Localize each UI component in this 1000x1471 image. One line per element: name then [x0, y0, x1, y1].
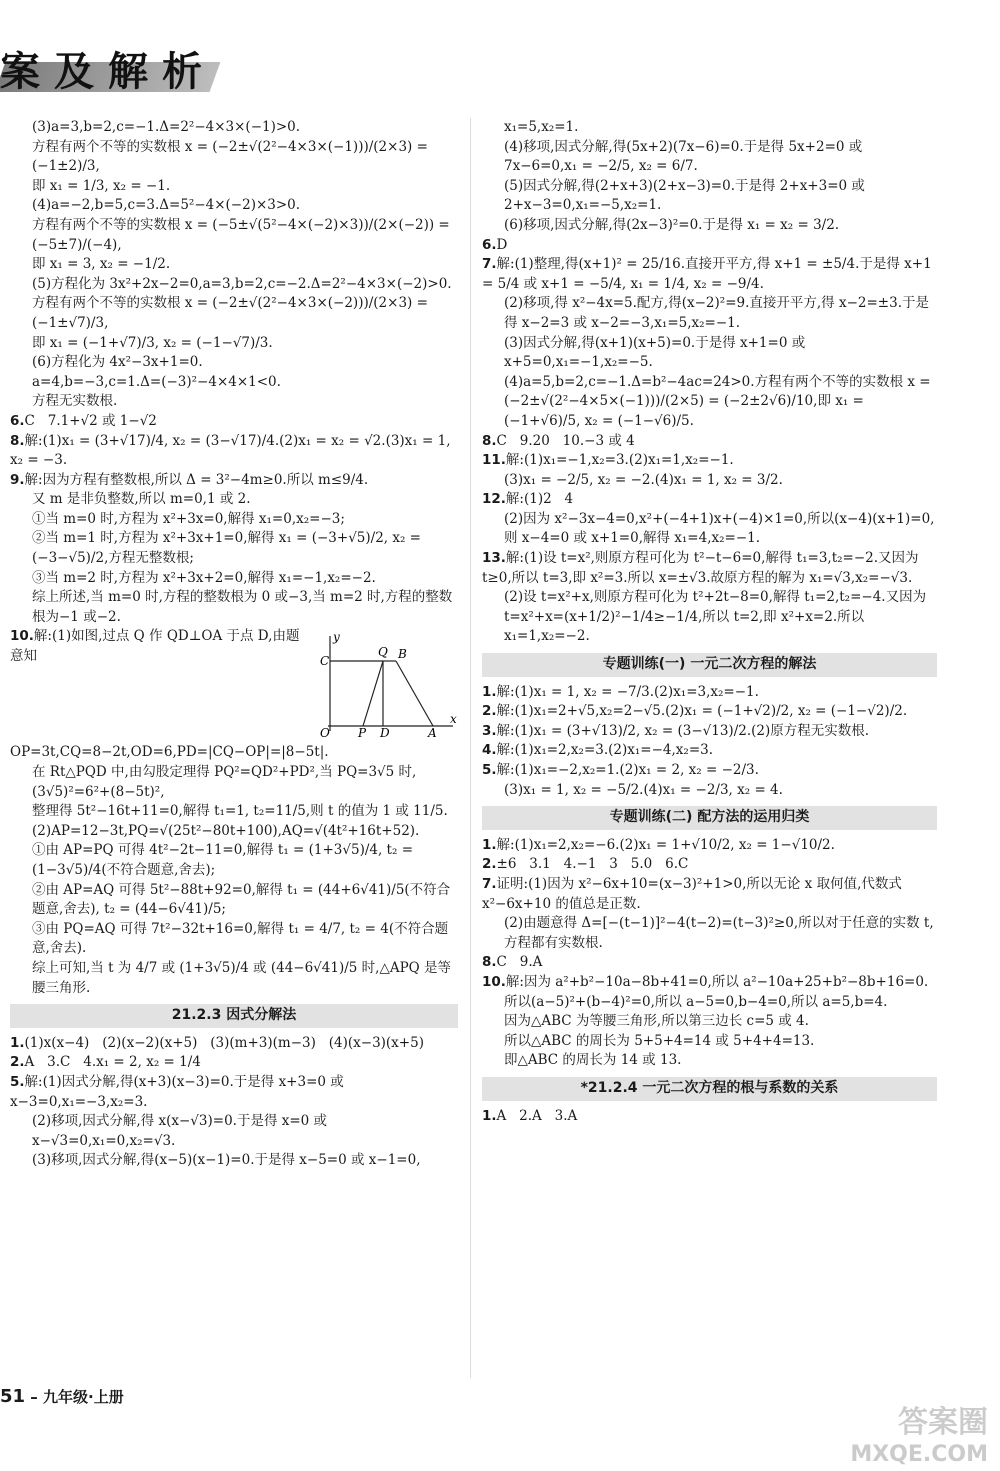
question-number: 8. [10, 432, 25, 449]
answer-line [482, 855, 937, 875]
question-number: 1. [482, 836, 497, 853]
answer-line [10, 822, 458, 842]
answer-text: (2)移项,得 x²−4x=5.配方,得(x−2)²=9.直接开平方,得 x−2=±3.于是得 x−2=3 或 x−2=−3,x₁=5,x₂=−1. [504, 295, 929, 331]
answer-line [482, 741, 937, 761]
answer-text: (3)x₁ = −2/5, x₂ = −2.(4)x₁ = 1, x₂ = 3/2. [504, 471, 783, 488]
answer-text: 即 x₁ = (−1+√7)/3, x₂ = (−1−√7)/3. [32, 334, 273, 351]
question-number: 1. [482, 1107, 497, 1124]
answer-text: 综上可知,当 t 为 4/7 或 (1+3√5)/4 或 (44−6√41)/5 时,△APQ 是等腰三角形. [32, 959, 452, 996]
answer-line [482, 177, 937, 216]
answer-text: 方程有两个不等的实数根 x = (−2±√(2²−4×3×(−1)))/(2×3) = (−1±2)/3, [32, 138, 433, 175]
answer-text: 又 m 是非负整数,所以 m=0,1 或 2. [32, 491, 251, 508]
answer-line [482, 953, 937, 973]
answer-line [482, 973, 937, 993]
right-column [482, 118, 937, 1126]
figure-label-A: A [428, 726, 437, 741]
header-title: 案及解析 [0, 49, 216, 95]
answer-line [482, 1051, 937, 1071]
answer-line [482, 255, 937, 294]
answer-line [10, 196, 458, 216]
answer-line [10, 392, 458, 412]
answer-text: ③当 m=2 时,方程为 x²+3x+2=0,解得 x₁=−1,x₂=−2. [32, 569, 376, 586]
answer-line [482, 588, 937, 647]
answer-line [10, 510, 458, 530]
question-number: 6. [10, 412, 25, 429]
answer-line [482, 1107, 937, 1127]
answer-text: (5)方程化为 3x²+2x−2=0,a=3,b=2,c=−2.Δ=2²−4×3×(−2)>0. [32, 275, 452, 292]
answer-text: D [496, 236, 508, 253]
answer-line [482, 451, 937, 471]
figure-label-x: x [450, 712, 457, 727]
answer-line [10, 334, 458, 354]
answer-text: 因为△ABC 为等腰三角形,所以第三边长 c=5 或 4. [504, 1013, 809, 1030]
answer-line [10, 959, 458, 998]
answer-text: 解:(1)x₁ = (3+√13)/2, x₂ = (3−√13)/2.(2)原方程无实数根. [496, 722, 870, 739]
section-heading: 专题训练(一) 一元二次方程的解法 [482, 653, 937, 677]
grade-label: 九年级·上册 [43, 1388, 124, 1406]
answer-text: (2)移项,因式分解,得 x(x−√3)=0.于是得 x=0 或 x−√3=0,x₁=0,x₂=√3. [32, 1113, 332, 1149]
answer-text: 综上所述,当 m=0 时,方程的整数根为 0 或−3,当 m=2 时,方程的整数根为−1 或−2. [32, 589, 453, 625]
answer-text: 解:(1)x₁ = (3+√17)/4, x₂ = (3−√17)/4.(2)x₁ = x₂ = √2.(3)x₁ = 1, x₂ = −3. [10, 432, 455, 469]
answer-line [10, 353, 458, 373]
answer-line [10, 588, 458, 627]
section-heading: *21.2.4 一元二次方程的根与系数的关系 [482, 1077, 937, 1101]
answer-line [482, 722, 937, 742]
answer-line [10, 763, 458, 802]
answer-text: (4)a=−2,b=5,c=3.Δ=5²−4×(−2)×3>0. [32, 197, 301, 214]
answer-line [10, 432, 458, 471]
answer-text: (2)AP=12−3t,PQ=√(25t²−80t+100),AQ=√(4t²+16t+52). [32, 822, 420, 839]
answer-line [482, 1032, 937, 1052]
answer-text: (3)a=3,b=2,c=−1.Δ=2²−4×3×(−1)>0. [32, 119, 301, 135]
answer-text: (5)因式分解,得(2+x+3)(2+x−3)=0.于是得 2+x+3=0 或 2+x−3=0,x₁=−5,x₂=1. [504, 177, 870, 214]
answer-text: 解:(1)x₁=−2,x₂=1.(2)x₁ = 2, x₂ = −2/3. [496, 762, 759, 778]
answer-line [482, 510, 937, 549]
question-number: 3. [482, 722, 497, 739]
answer-line [482, 294, 937, 333]
answer-text: 解:(1)整理,得(x+1)² = 25/16.直接开平方,得 x+1 = ±5/4.于是得 x+1 = 5/4 或 x+1 = −5/4, x₁ = 1/4, x₂ = −9/4. [482, 256, 936, 292]
answer-line [10, 1112, 458, 1151]
answer-text: A 2.A 3.A [496, 1107, 578, 1124]
page-number: 51 [0, 1386, 26, 1407]
answer-text: 所以△ABC 的周长为 5+5+4=14 或 5+4+4=13. [504, 1032, 815, 1049]
question-number: 9. [10, 471, 25, 488]
answer-text: (2)设 t=x²+x,则原方程可化为 t²+2t−8=0,解得 t₁=2,t₂=−4.又因为 t=x²+x=(x+1/2)²−1/4≥−1/4,所以 t=2,即 x²+x=2.所以 x₁=1,x₂=−2. [504, 589, 931, 645]
answer-line [10, 569, 458, 589]
question-number: 1. [482, 683, 497, 700]
answer-line [10, 138, 458, 177]
section-heading: 专题训练(二) 配方法的运用归类 [482, 806, 937, 830]
question-number: 11. [482, 452, 506, 469]
figure-label-B: B [398, 647, 407, 662]
question-number: 6. [482, 236, 497, 253]
figure-line [363, 661, 383, 726]
question-number: 7. [482, 256, 497, 273]
question-number: 12. [482, 491, 506, 508]
answer-text: ③由 PQ=AQ 可得 7t²−32t+16=0,解得 t₁ = 4/7, t₂ = 4(不符合题意,舍去). [32, 920, 449, 957]
answer-line [482, 993, 937, 1013]
answer-line [10, 1151, 458, 1171]
answer-text: 解:(1)x₁=−1,x₂=3.(2)x₁=1,x₂=−1. [505, 452, 734, 469]
answer-line [10, 373, 458, 393]
answer-text: (4)a=5,b=2,c=−1.Δ=b²−4ac=24>0.方程有两个不等的实数根 x = (−2±√(2²−4×5×(−1)))/(2×5) = (−2±2√6)/10,即 x₁ = (−1+√6)/5, x₂ = (−1−√6)/5. [504, 373, 935, 429]
figure-label-Q: Q [378, 645, 388, 660]
answer-text: 即 x₁ = 1/3, x₂ = −1. [32, 177, 171, 194]
answer-text: x₁=5,x₂=1. [504, 119, 579, 135]
answer-line [10, 177, 458, 197]
question-number: 8. [482, 954, 497, 971]
answer-line [10, 1073, 458, 1112]
answer-text: (6)移项,因式分解,得(2x−3)²=0.于是得 x₁ = x₂ = 3/2. [504, 216, 840, 233]
answer-text: 方程无实数根. [32, 393, 118, 410]
answer-text: 整理得 5t²−16t+11=0,解得 t₁=1, t₂=11/5,则 t 的值为 1 或 11/5. [32, 803, 448, 820]
answer-text: 解:(1)x₁=2+√5,x₂=2−√5.(2)x₁ = (−1+√2)/2, x₂ = (−1−√2)/2. [496, 703, 908, 720]
answer-line [482, 875, 937, 914]
answer-line [10, 471, 458, 491]
answer-header [0, 40, 230, 100]
answer-text: 在 Rt△PQD 中,由勾股定理得 PQ²=QD²+PD²,当 PQ=3√5 时,(3√5)²=6²+(8−5t)², [32, 764, 417, 800]
answer-line [482, 702, 937, 722]
answer-text: 即 x₁ = 3, x₂ = −1/2. [32, 256, 171, 273]
answer-text: (1)x(x−4) (2)(x−2)(x+5) (3)(m+3)(m−3) (4)(x−3)(x+5) [24, 1034, 424, 1051]
answer-line [482, 118, 937, 138]
answer-text: (3)移项,因式分解,得(x−5)(x−1)=0.于是得 x−5=0 或 x−1=0, [32, 1152, 421, 1169]
answer-text: (2)由题意得 Δ=[−(t−1)]²−4(t−2)=(t−3)²≥0,所以对于任意的实数 t,方程都有实数根. [504, 915, 934, 951]
answer-line [482, 781, 937, 801]
column-divider [470, 118, 471, 1378]
answer-text: 即△ABC 的周长为 14 或 13. [504, 1052, 682, 1069]
answer-text: C 9.A [496, 954, 543, 971]
question-number: 5. [10, 1073, 25, 1090]
answer-text: ②由 AP=AQ 可得 5t²−88t+92=0,解得 t₁ = (44+6√41)/5(不符合题意,舍去), t₂ = (44−6√41)/5; [32, 881, 451, 918]
answer-line [10, 881, 458, 920]
question-number: 10. [482, 973, 506, 990]
answer-text: 解:(1)x₁=2,x₂=−6.(2)x₁ = 1+√10/2, x₂ = 1−√10/2. [496, 836, 835, 853]
question-number: 10. [10, 628, 34, 645]
figure-line [396, 661, 433, 726]
answer-line [10, 118, 458, 138]
answer-line [10, 1034, 458, 1054]
answer-text: (3)x₁ = 1, x₂ = −5/2.(4)x₁ = −2/3, x₂ = 4. [504, 781, 783, 798]
answer-line [10, 216, 458, 255]
figure-label-O: O [320, 726, 330, 741]
question-number: 7. [482, 875, 497, 892]
answer-text: (3)因式分解,得(x+1)(x+5)=0.于是得 x+1=0 或 x+5=0,x₁=−1,x₂=−5. [504, 334, 810, 371]
answer-text: 解:(1)因式分解,得(x+3)(x−3)=0.于是得 x+3=0 或 x−3=0,x₁=−3,x₂=3. [10, 1073, 349, 1110]
answer-text: 解:因为方程有整数根,所以 Δ = 3²−4m≥0.所以 m≤9/4. [24, 471, 369, 488]
question-number: 5. [482, 762, 497, 778]
answer-text: 解:因为 a²+b²−10a−8b+41=0,所以 a²−10a+25+b²−8b+16=0. [505, 973, 929, 990]
section-heading: 21.2.3 因式分解法 [10, 1004, 458, 1028]
answer-line [482, 138, 937, 177]
answer-text: 方程有两个不等的实数根 x = (−5±√(5²−4×(−2)×3))/(2×(−2)) = (−5±7)/(−4), [32, 216, 455, 253]
answer-text: (2)因为 x²−3x−4=0,x²+(−4+1)x+(−4)×1=0,所以(x−4)(x+1)=0,则 x−4=0 或 x+1=0,解得 x₁=4,x₂=−1. [504, 510, 935, 547]
answer-line [482, 761, 937, 781]
answer-text: (4)移项,因式分解,得(5x+2)(7x−6)=0.于是得 5x+2=0 或 7x−6=0,x₁ = −2/5, x₂ = 6/7. [504, 138, 867, 175]
figure-label-P: P [358, 726, 367, 741]
answer-line [482, 914, 937, 953]
answer-text: 解:(1)2 4 [505, 491, 574, 508]
answer-line [10, 1053, 458, 1073]
answer-line [482, 373, 937, 432]
answer-line [482, 216, 937, 236]
watermark-logo: 答案圈 [898, 1405, 988, 1440]
answer-line [482, 432, 937, 452]
answer-text: 解:(1)设 t=x²,则原方程可化为 t²−t−6=0,解得 t₁=3,t₂=−2.又因为 t≥0,所以 t=3,即 x²=3.所以 x=±√3.故原方程的解为 x₁=√3,x₂=−√3. [482, 550, 923, 586]
page-footer: 51 – 九年级·上册 [0, 1386, 124, 1407]
answer-line [10, 255, 458, 275]
answer-text: C 7.1+√2 或 1−√2 [24, 412, 157, 429]
watermark-url: MXQE.COM [850, 1442, 988, 1467]
question-number: 13. [482, 550, 506, 567]
answer-line [10, 920, 458, 959]
answer-text: ①由 AP=PQ 可得 4t²−2t−11=0,解得 t₁ = (1+3√5)/4, t₂ = (1−3√5)/4(不符合题意,舍去); [32, 842, 418, 878]
answer-line [482, 683, 937, 703]
answer-text: 解:(1)如图,过点 Q 作 QD⊥OA 于点 D,由题意知 OP=3t,CQ=8−2t,OD=6,PD=|CQ−OP|=|8−5t|. [10, 628, 329, 761]
answer-line [10, 529, 458, 568]
answer-text: a=4,b=−3,c=1.Δ=(−3)²−4×4×1<0. [32, 373, 281, 390]
answer-line [10, 841, 458, 880]
answer-text: ②当 m=1 时,方程为 x²+3x+1=0,解得 x₁ = (−3+√5)/2, x₂ = (−3−√5)/2,方程无整数根; [32, 530, 426, 567]
geometry-figure [318, 631, 458, 741]
question-number: 2. [10, 1054, 25, 1071]
answer-text: C 9.20 10.−3 或 4 [496, 432, 635, 449]
answer-line [482, 490, 937, 510]
question-number: 4. [482, 742, 497, 759]
answer-line [482, 334, 937, 373]
answer-line [10, 294, 458, 333]
answer-line [10, 490, 458, 510]
figure-label-y: y [333, 631, 340, 645]
answer-text: 解:(1)x₁ = 1, x₂ = −7/3.(2)x₁=3,x₂=−1. [496, 683, 759, 700]
answer-text: 证明:(1)因为 x²−6x+10=(x−3)²+1>0,所以无论 x 取何值,代数式 x²−6x+10 的值总是正数. [482, 875, 907, 912]
figure-label-C: C [320, 654, 330, 669]
answer-text: (6)方程化为 4x²−3x+1=0. [32, 354, 203, 371]
left-column [10, 118, 458, 1171]
answer-text: 解:(1)x₁=2,x₂=3.(2)x₁=−4,x₂=3. [496, 742, 714, 759]
answer-line [10, 802, 458, 822]
question-number: 2. [482, 856, 497, 873]
answer-line [482, 471, 937, 491]
answer-text: A 3.C 4.x₁ = 2, x₂ = 1/4 [24, 1054, 201, 1071]
answer-line [482, 836, 937, 856]
answer-line [482, 236, 937, 256]
question-number: 2. [482, 703, 497, 720]
answer-text: ①当 m=0 时,方程为 x²+3x=0,解得 x₁=0,x₂=−3; [32, 510, 345, 527]
answer-line [482, 549, 937, 588]
answer-line [10, 275, 458, 295]
question-number: 1. [10, 1034, 25, 1051]
answer-text: 所以(a−5)²+(b−4)²=0,所以 a−5=0,b−4=0,所以 a=5,b=4. [504, 993, 888, 1010]
answer-text: ±6 3.1 4.−1 3 5.0 6.C [496, 856, 689, 873]
answer-line [482, 1012, 937, 1032]
question-number: 8. [482, 432, 497, 449]
answer-line [10, 412, 458, 432]
figure-label-D: D [380, 726, 390, 741]
answer-text: 方程有两个不等的实数根 x = (−2±√(2²−4×3×(−2)))/(2×3) = (−1±√7)/3, [32, 295, 433, 331]
